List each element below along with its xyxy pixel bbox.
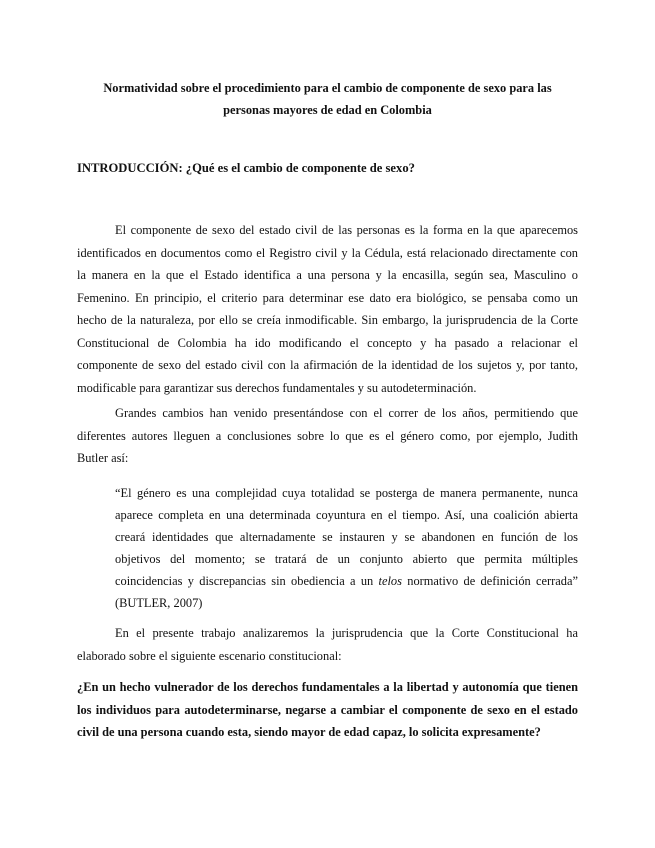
quote-line: objetivos del momento; se tratará de un conjunto abierto que permita múltiples <box>115 552 578 566</box>
paragraph-1-line: Femenino. En principio, el criterio para determinar ese dato era biológico, se pensaba como un <box>77 290 578 305</box>
paragraph-1-line: Constitucional de Colombia ha ido modificando el concepto y ha pasado a relacionar el <box>77 335 578 350</box>
quote-text: normativo de definición cerrada” <box>401 574 578 588</box>
title-line-1: Normatividad sobre el procedimiento para el cambio de componente de sexo para las <box>103 81 552 95</box>
paragraph-2 <box>77 402 578 470</box>
paragraph-1 <box>77 219 578 399</box>
paragraph-2-line: diferentes autores lleguen a conclusiones sobre lo que es el género como, por ejemplo, Judith <box>77 428 578 443</box>
paragraph-1-line: modificable para garantizar sus derechos fundamentales y su autodeterminación. <box>77 380 477 395</box>
paragraph-2-line: Butler así: <box>77 451 129 465</box>
question-line: civil de una persona cuando esta, siendo mayor de edad capaz, lo solicita expresamente? <box>77 725 541 739</box>
quote-text: coincidencias y discrepancias sin obediencia a un <box>115 574 379 588</box>
paragraph-1-line: El componente de sexo del estado civil de las personas es la forma en la que aparecemos <box>115 223 578 237</box>
paragraph-2-line: Grandes cambios han venido presentándose con el correr de los años, permitiendo que <box>115 406 578 420</box>
document-title <box>80 77 575 121</box>
research-question <box>77 676 578 744</box>
title-line-2: personas mayores de edad en Colombia <box>223 103 432 117</box>
paragraph-3-line: elaborado sobre el siguiente escenario constitucional: <box>77 648 342 663</box>
quote-line: aparece completa en una determinada coyuntura en el tiempo. Así, una coalición abierta <box>115 508 578 522</box>
quote-line: creará identidades que alternadamente se instauren y se abandonen en función de los <box>115 530 578 544</box>
question-line: ¿En un hecho vulnerador de los derechos fundamentales a la libertad y autonomía que tienen <box>77 680 578 694</box>
paragraph-1-line: hecho de la naturaleza, por ello se creía inmodificable. Sin embargo, la jurisprudencia de la Corte <box>77 313 578 327</box>
paragraph-3 <box>77 622 578 667</box>
quote-italic-term: telos <box>378 574 402 588</box>
quote-citation: (BUTLER, 2007) <box>115 596 203 610</box>
paragraph-3-line: En el presente trabajo analizaremos la jurisprudencia que la Corte Constitucional ha <box>115 626 578 640</box>
paragraph-1-line: componente de sexo del estado civil con la afirmación de la identidad de los sujetos y, por tanto, <box>77 358 578 372</box>
quote-line: “El género es una complejidad cuya totalidad se posterga de manera permanente, nunca <box>115 486 578 500</box>
paragraph-1-line: la manera en la que el Estado identifica a una persona y la encasilla, según sea, Masculino o <box>77 268 578 282</box>
butler-quote <box>115 482 578 614</box>
intro-heading: INTRODUCCIÓN: ¿Qué es el cambio de componente de sexo? <box>77 161 415 175</box>
question-line: los individuos para autodeterminarse, negarse a cambiar el componente de sexo en el estado <box>77 702 578 717</box>
quote-line <box>115 570 578 592</box>
paragraph-1-line: identificados en documentos como el Registro civil y la Cédula, está relacionado directamente con <box>77 245 578 260</box>
